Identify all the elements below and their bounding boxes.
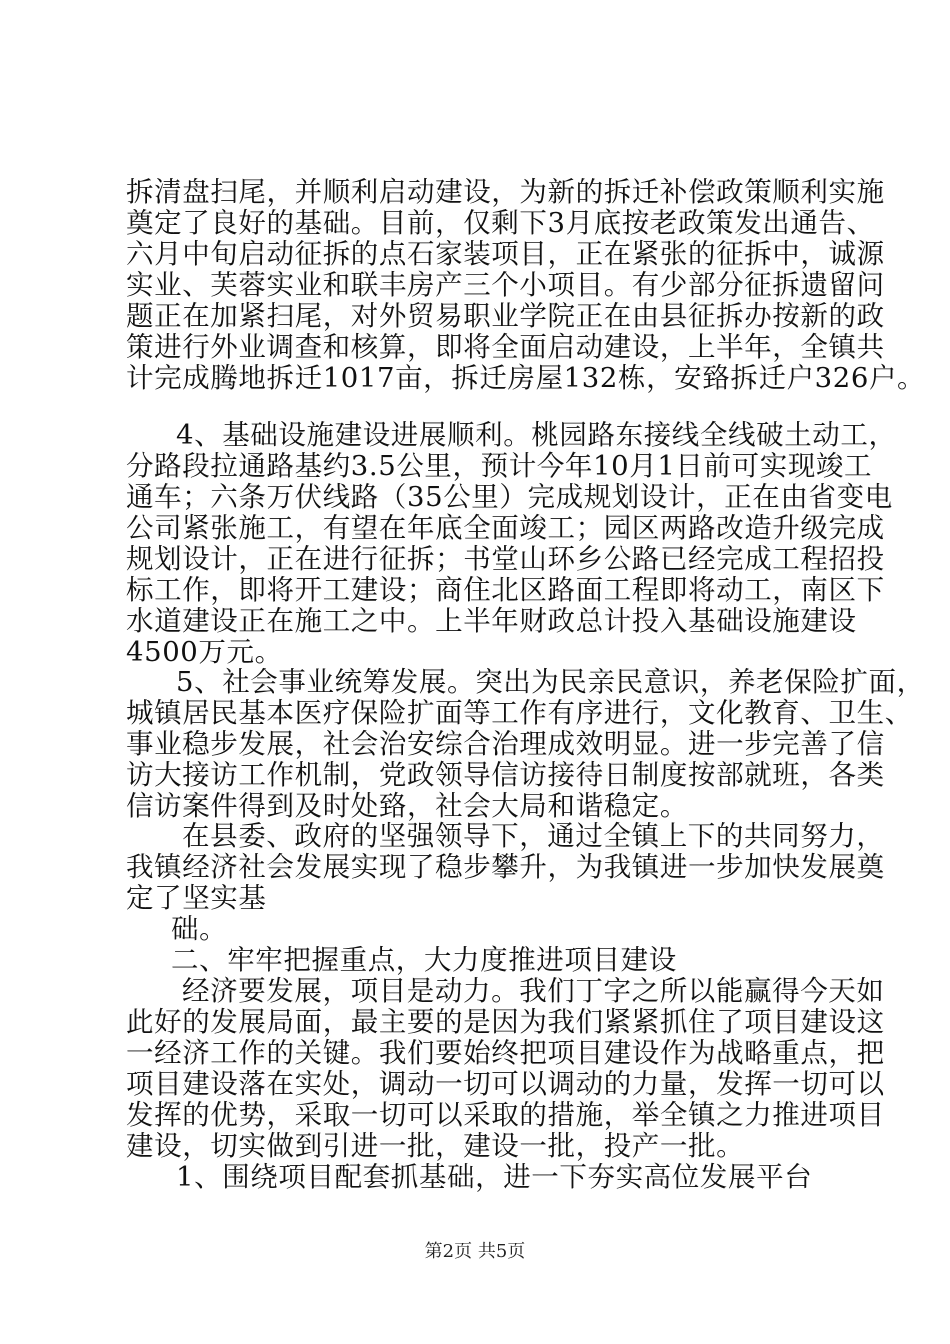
- text-line: 4500万元。: [126, 636, 283, 668]
- text-line: 水道建设正在施工之中。上半年财政总计投入基础设施建设: [126, 605, 857, 637]
- page-number-footer: 第2页 共5页: [424, 1241, 526, 1262]
- text-line: 访大接访工作机制，党政领导信访接待日制度按部就班，各类: [126, 759, 885, 791]
- text-line: 发挥的优势，采取一切可以采取的措施，举全镇之力推进项目: [126, 1099, 885, 1131]
- text-line: 一经济工作的关键。我们要始终把项目建设作为战略重点，把: [126, 1037, 885, 1069]
- text-line: 六月中旬启动征拆的点石家装项目，正在紧张的征拆中，诚源: [126, 238, 885, 270]
- text-line: 题正在加紧扫尾，对外贸易职业学院正在由县征拆办按新的政: [126, 300, 885, 332]
- subsection-heading: 1、围绕项目配套抓基础，进一下夯实高位发展平台: [176, 1161, 813, 1193]
- text-line: 实业、芙蓉实业和联丰房产三个小项目。有少部分征拆遗留问: [126, 269, 885, 301]
- text-line: 在县委、政府的坚强领导下，通过全镇上下的共同努力，: [182, 820, 885, 852]
- text-line: 拆清盘扫尾，并顺利启动建设，为新的拆迁补偿政策顺利实施: [126, 176, 885, 208]
- text-line: 标工作，即将开工建设；商住北区路面工程即将动工，南区下: [126, 574, 885, 606]
- text-line: 公司紧张施工，有望在年底全面竣工；园区两路改造升级完成: [126, 512, 885, 544]
- text-line: 信访案件得到及时处臵，社会大局和谐稳定。: [126, 790, 688, 822]
- text-line: 建设，切实做到引进一批，建设一批，投产一批。: [126, 1130, 745, 1162]
- text-line: 计完成腾地拆迁1017亩，拆迁房屋132栋，安臵拆迁户326户。: [126, 362, 926, 394]
- text-line: 经济要发展，项目是动力。我们丁字之所以能赢得今天如: [182, 975, 885, 1007]
- text-line: 城镇居民基本医疗保险扩面等工作有序进行，文化教育、卫生、: [126, 697, 913, 729]
- text-line: 此好的发展局面，最主要的是因为我们紧紧抓住了项目建设这: [126, 1006, 885, 1038]
- text-line: 规划设计，正在进行征拆；书堂山环乡公路已经完成工程招投: [126, 543, 885, 575]
- text-line: 事业稳步发展，社会治安综合治理成效明显。进一步完善了信: [126, 728, 885, 760]
- text-line: 项目建设落在实处，调动一切可以调动的力量，发挥一切可以: [126, 1068, 885, 1100]
- text-line: 定了坚实基: [126, 882, 267, 914]
- text-line: 我镇经济社会发展实现了稳步攀升，为我镇进一步加快发展奠: [126, 851, 885, 883]
- text-line: 础。: [171, 913, 228, 945]
- text-line: 通车；六条万伏线路（35公里）完成规划设计，正在由省变电: [126, 481, 893, 513]
- text-line: 5、社会事业统筹发展。突出为民亲民意识，养老保险扩面，: [176, 666, 925, 698]
- text-line: 奠定了良好的基础。目前，仅剩下3月底按老政策发出通告、: [126, 207, 875, 239]
- text-line: 4、基础设施建设进展顺利。桃园路东接线全线破土动工，: [176, 419, 897, 451]
- section-heading: 二、牢牢把握重点，大力度推进项目建设: [171, 944, 677, 976]
- text-line: 策进行外业调查和核算，即将全面启动建设，上半年，全镇共: [126, 331, 885, 363]
- text-line: 分路段拉通路基约3.5公里，预计今年10月1日前可实现竣工: [126, 450, 873, 482]
